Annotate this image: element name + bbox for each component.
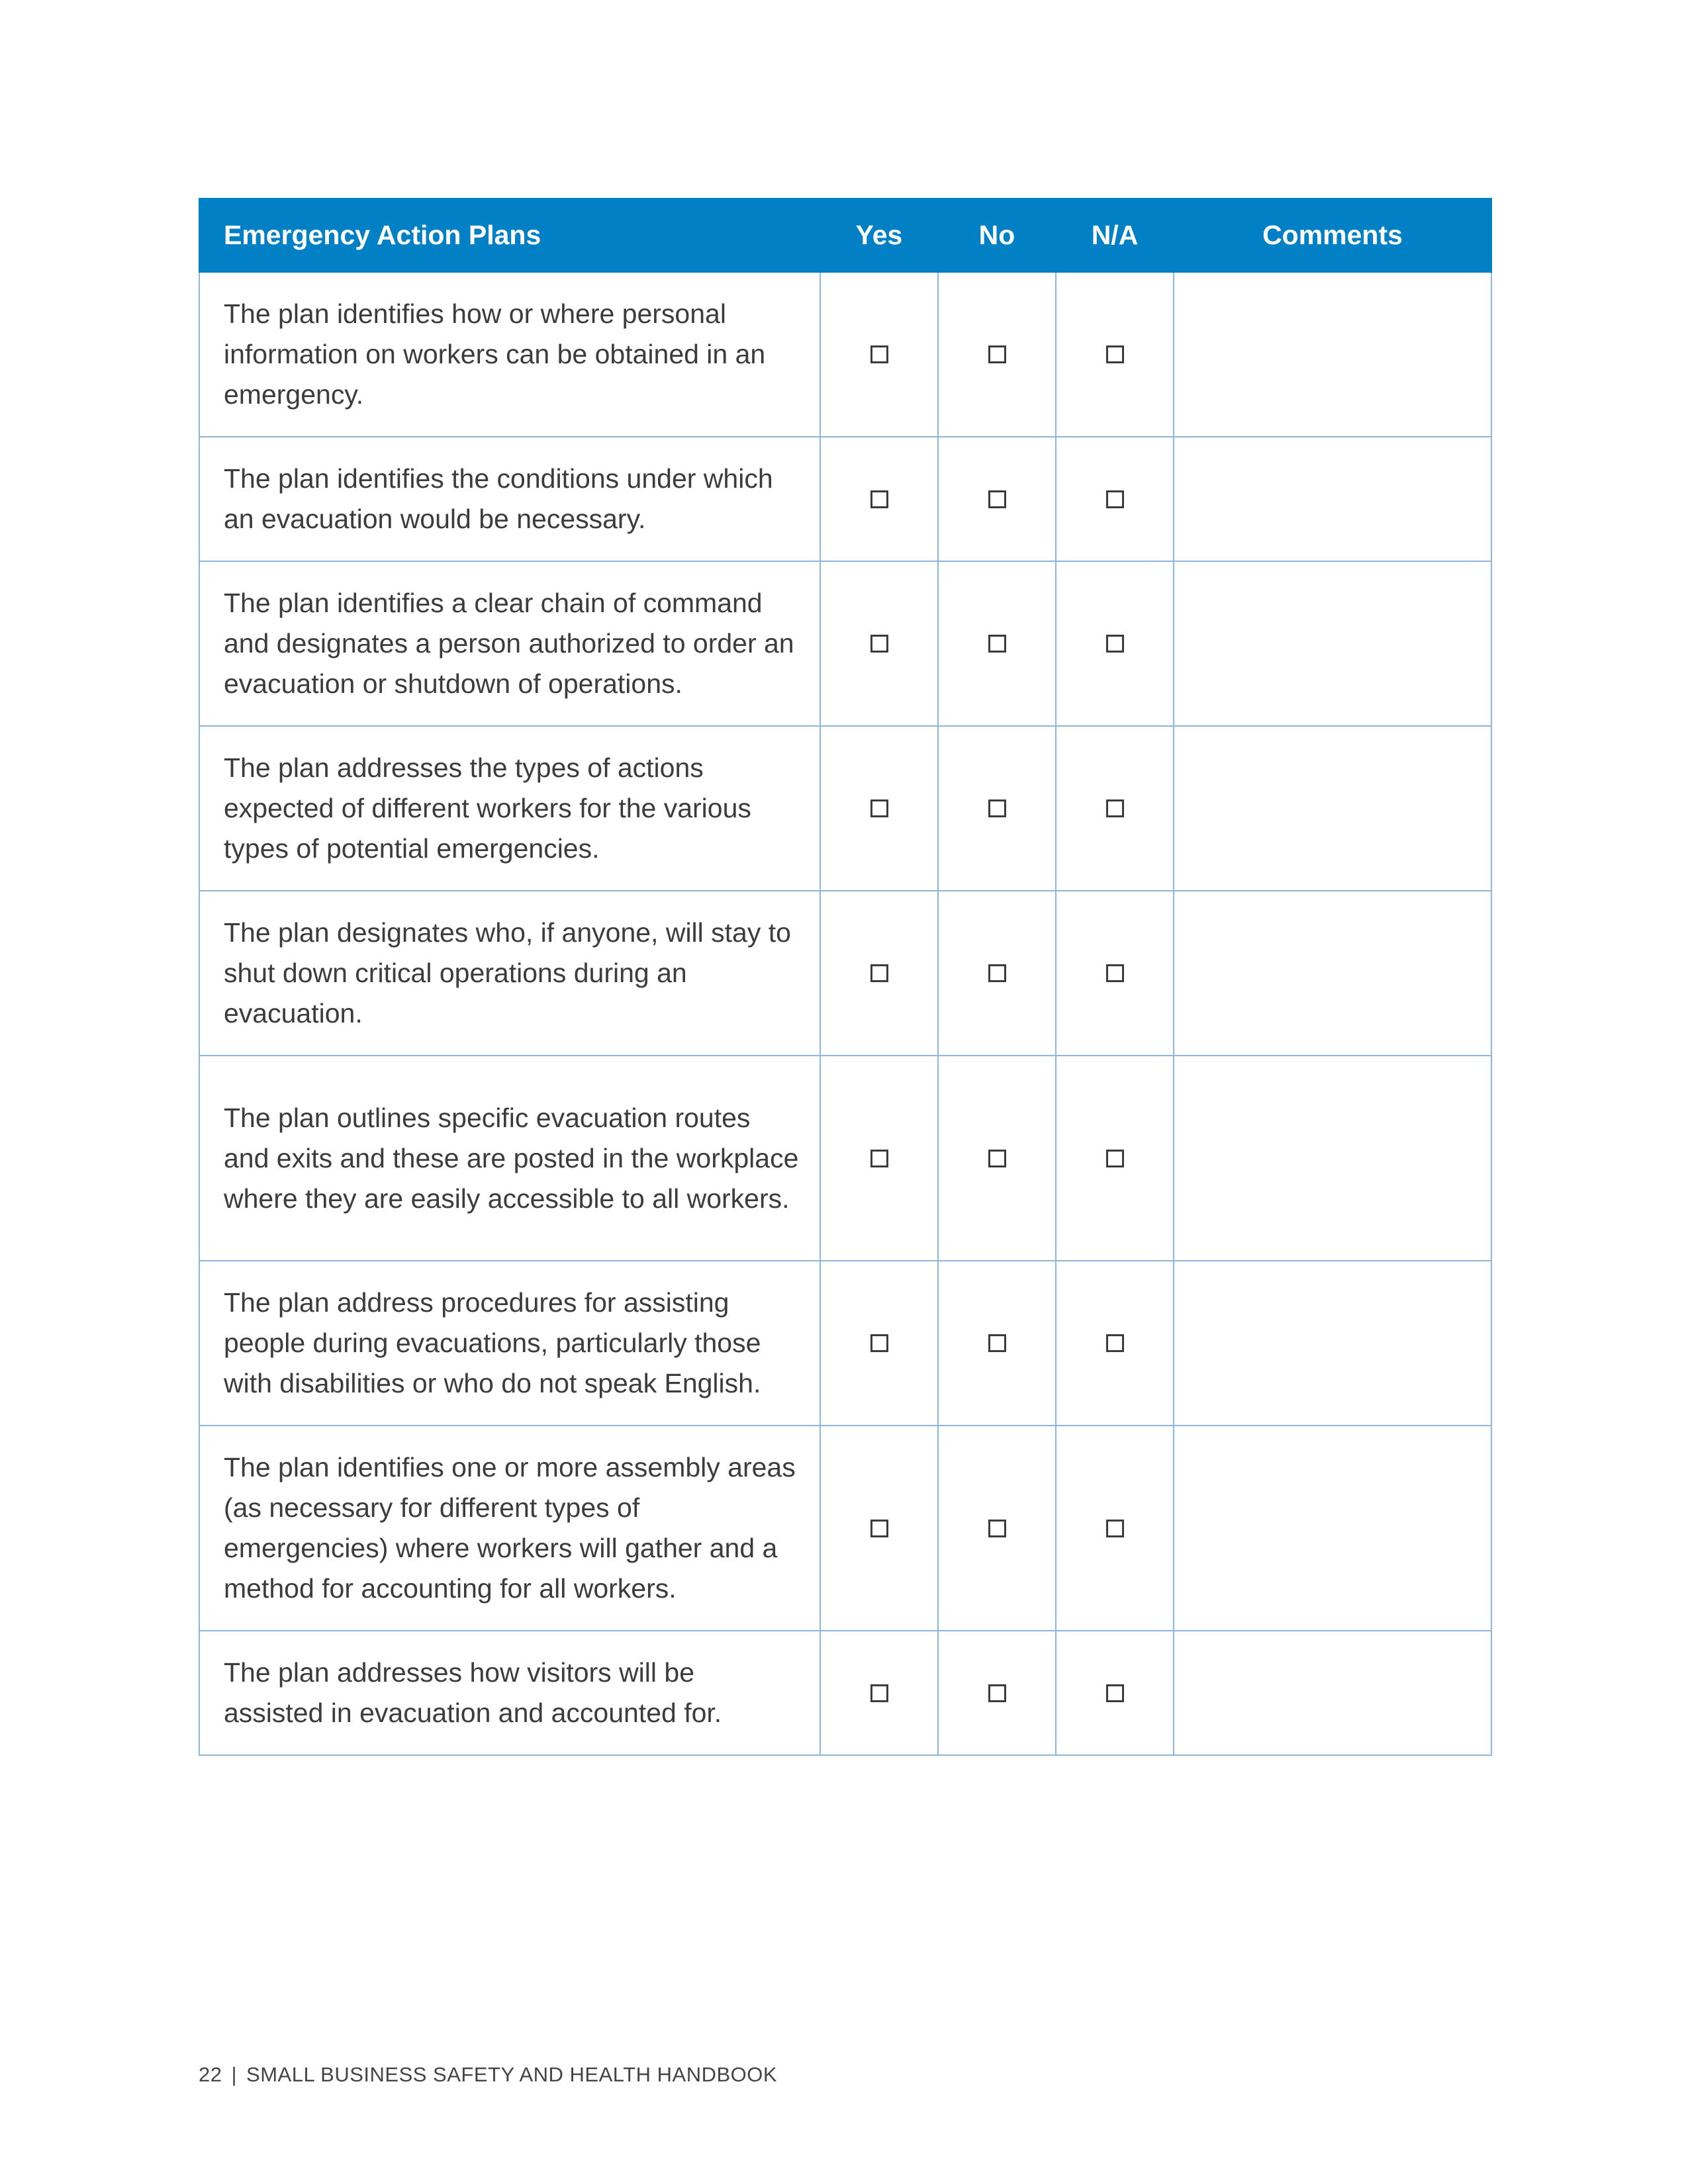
checklist-header-row: [199, 199, 1491, 272]
cell-yes: [820, 561, 938, 726]
comments-cell[interactable]: [1174, 272, 1491, 437]
comments-cell[interactable]: [1174, 561, 1491, 726]
comments-cell[interactable]: [1174, 437, 1491, 561]
cell-yes: [820, 1261, 938, 1426]
yes-checkbox[interactable]: [870, 1150, 888, 1167]
checklist-row: [199, 437, 1491, 561]
header-emergency-action-plans: Emergency Action Plans: [199, 199, 820, 272]
checklist-item-text: The plan identifies one or more assembly areas (as necessary for different types of emergencies) where workers will gather and a method for accounting for all workers.: [199, 1426, 820, 1631]
checklist-item-text: The plan address procedures for assisting people during evacuations, particularly those with disabilities or who do not speak English.: [199, 1261, 820, 1426]
cell-no: [938, 726, 1056, 891]
footer-separator: |: [231, 2063, 238, 2086]
no-checkbox[interactable]: [988, 490, 1006, 508]
cell-na: [1056, 726, 1174, 891]
yes-checkbox[interactable]: [870, 1684, 888, 1702]
na-checkbox[interactable]: [1106, 1684, 1124, 1702]
comments-cell[interactable]: [1174, 891, 1491, 1056]
cell-no: [938, 1056, 1056, 1261]
checklist-item-text: The plan outlines specific evacuation routes and exits and these are posted in the workplace where they are easily accessible to all workers.: [199, 1056, 820, 1261]
emergency-action-plans-checklist: [199, 198, 1492, 1756]
no-checkbox[interactable]: [988, 1520, 1006, 1537]
na-checkbox[interactable]: [1106, 1150, 1124, 1167]
cell-yes: [820, 1631, 938, 1755]
yes-checkbox[interactable]: [870, 1334, 888, 1352]
cell-na: [1056, 1631, 1174, 1755]
cell-no: [938, 437, 1056, 561]
checklist-item-text: The plan identifies a clear chain of command and designates a person authorized to order an evacuation or shutdown of operations.: [199, 561, 820, 726]
checklist-row: [199, 726, 1491, 891]
checklist-row: [199, 1056, 1491, 1261]
checklist-row: [199, 272, 1491, 437]
cell-na: [1056, 891, 1174, 1056]
checklist-row: [199, 561, 1491, 726]
cell-no: [938, 561, 1056, 726]
yes-checkbox[interactable]: [870, 1520, 888, 1537]
footer-title: SMALL BUSINESS SAFETY AND HEALTH HANDBOOK: [246, 2063, 778, 2086]
cell-yes: [820, 437, 938, 561]
header-yes: Yes: [820, 199, 938, 272]
cell-yes: [820, 1426, 938, 1631]
page-number: 22: [199, 2063, 222, 2086]
checklist-body: [199, 272, 1491, 1755]
na-checkbox[interactable]: [1106, 345, 1124, 363]
comments-cell[interactable]: [1174, 1631, 1491, 1755]
na-checkbox[interactable]: [1106, 635, 1124, 653]
checklist-row: [199, 891, 1491, 1056]
cell-yes: [820, 272, 938, 437]
cell-no: [938, 1631, 1056, 1755]
checklist-item-text: The plan identifies the conditions under which an evacuation would be necessary.: [199, 437, 820, 561]
comments-cell[interactable]: [1174, 726, 1491, 891]
na-checkbox[interactable]: [1106, 490, 1124, 508]
no-checkbox[interactable]: [988, 1334, 1006, 1352]
yes-checkbox[interactable]: [870, 635, 888, 653]
checklist-item-text: The plan addresses how visitors will be assisted in evacuation and accounted for.: [199, 1631, 820, 1755]
cell-yes: [820, 726, 938, 891]
na-checkbox[interactable]: [1106, 1520, 1124, 1537]
cell-na: [1056, 437, 1174, 561]
checklist-item-text: The plan designates who, if anyone, will stay to shut down critical operations during an evacuation.: [199, 891, 820, 1056]
na-checkbox[interactable]: [1106, 799, 1124, 817]
yes-checkbox[interactable]: [870, 490, 888, 508]
cell-na: [1056, 561, 1174, 726]
header-no: No: [938, 199, 1056, 272]
yes-checkbox[interactable]: [870, 964, 888, 982]
na-checkbox[interactable]: [1106, 1334, 1124, 1352]
cell-na: [1056, 1261, 1174, 1426]
page-footer: [199, 2063, 777, 2087]
cell-no: [938, 1261, 1056, 1426]
comments-cell[interactable]: [1174, 1261, 1491, 1426]
yes-checkbox[interactable]: [870, 345, 888, 363]
comments-cell[interactable]: [1174, 1056, 1491, 1261]
no-checkbox[interactable]: [988, 345, 1006, 363]
cell-na: [1056, 1426, 1174, 1631]
checklist-item-text: The plan addresses the types of actions expected of different workers for the various types of potential emergencies.: [199, 726, 820, 891]
no-checkbox[interactable]: [988, 1684, 1006, 1702]
checklist-row: [199, 1426, 1491, 1631]
comments-cell[interactable]: [1174, 1426, 1491, 1631]
cell-no: [938, 1426, 1056, 1631]
header-na: N/A: [1056, 199, 1174, 272]
checklist-row: [199, 1631, 1491, 1755]
header-comments: Comments: [1174, 199, 1491, 272]
na-checkbox[interactable]: [1106, 964, 1124, 982]
no-checkbox[interactable]: [988, 1150, 1006, 1167]
no-checkbox[interactable]: [988, 799, 1006, 817]
cell-no: [938, 272, 1056, 437]
cell-na: [1056, 272, 1174, 437]
no-checkbox[interactable]: [988, 635, 1006, 653]
cell-no: [938, 891, 1056, 1056]
no-checkbox[interactable]: [988, 964, 1006, 982]
yes-checkbox[interactable]: [870, 799, 888, 817]
checklist-item-text: The plan identifies how or where personal information on workers can be obtained in an emergency.: [199, 272, 820, 437]
cell-yes: [820, 891, 938, 1056]
cell-na: [1056, 1056, 1174, 1261]
cell-yes: [820, 1056, 938, 1261]
checklist-row: [199, 1261, 1491, 1426]
